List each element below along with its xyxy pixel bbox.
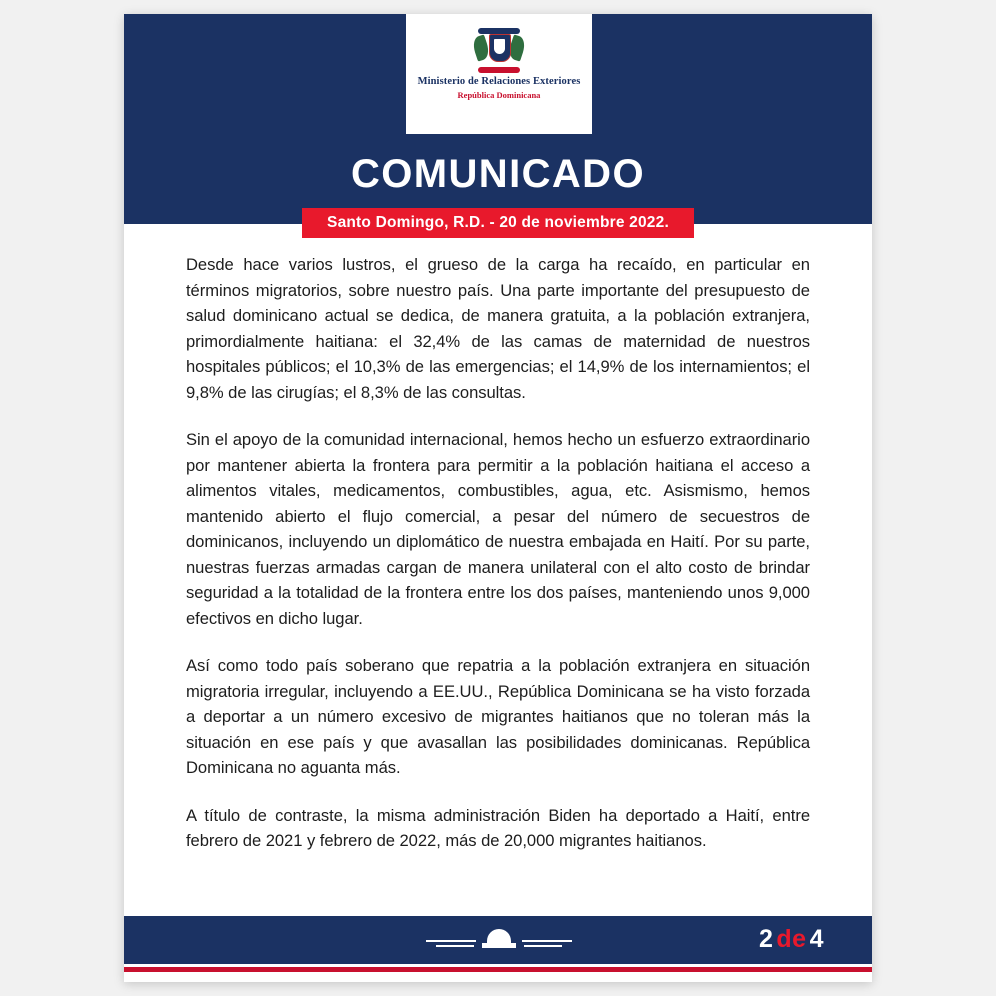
page-total: 4 [809, 925, 824, 953]
paragraph: Desde hace varios lustros, el grueso de la carga ha recaído, en particular en términos migratorios, sobre nuestro país. Una parte importante del presupuesto de salud dominicano actual se dedica, de manera gratuita, a la población extranjera, primordialmente haitiana: el 32,4% de las camas de maternidad de nuestros hospitales públicos; el 10,3% de las emergencias; el 14,9% de los internamientos; el 9,8% de las cirugías; el 8,3% de las consultas. [186, 255, 810, 402]
country-name: República Dominicana [457, 90, 541, 100]
footer-red-rule [124, 967, 872, 972]
paragraph: Sin el apoyo de la comunidad internacional, hemos hecho un esfuerzo extraordinario por mantener abierta la frontera para permitir a la población haitiana el acceso a alimentos vitales, medicamentos, combustibles, agua, etc. Asismismo, hemos mantenido abierto el flujo comercial, a pesar del número de secuestros de dominicanos, incluyendo un diplomático de nuestra embajada en Haití. Por su parte, nuestras fuerzas armadas cargan de manera unilateral con el alto costo de brindar seguridad a la totalidad de la frontera entre los dos países, manteniendo unos 9,000 efectivos en dicho lugar. [186, 430, 810, 628]
communique-document [124, 14, 872, 982]
dateline-ribbon: Santo Domingo, R.D. - 20 de noviembre 2022. [302, 208, 694, 238]
page-separator: de [776, 925, 807, 953]
paragraph: A título de contraste, la misma administración Biden ha deportado a Haití, entre febrero de 2021 y febrero de 2022, más de 20,000 migrantes haitianos. [186, 805, 810, 850]
page-current: 2 [759, 925, 774, 953]
capitol-dome-icon [424, 925, 574, 955]
paragraph: Así como todo país soberano que repatria a la población extranjera en situación migratoria irregular, incluyendo a EE.UU., República Dominicana se ha visto forzada a deportar a un número excesivo de migrantes haitianos que no toleran más la situación en ese país y que avasallan las posibilidades dominicanas. República Dominicana no aguanta más. [186, 656, 810, 777]
coat-of-arms-icon [472, 28, 526, 74]
document-body [124, 242, 872, 922]
ministry-name: Ministerio de Relaciones Exteriores [417, 76, 581, 87]
document-header-band [124, 14, 872, 231]
document-footer-band [124, 916, 872, 964]
ministry-logo-plaque [406, 14, 592, 134]
page-title: COMUNICADO [351, 152, 645, 196]
page-indicator [759, 925, 824, 954]
